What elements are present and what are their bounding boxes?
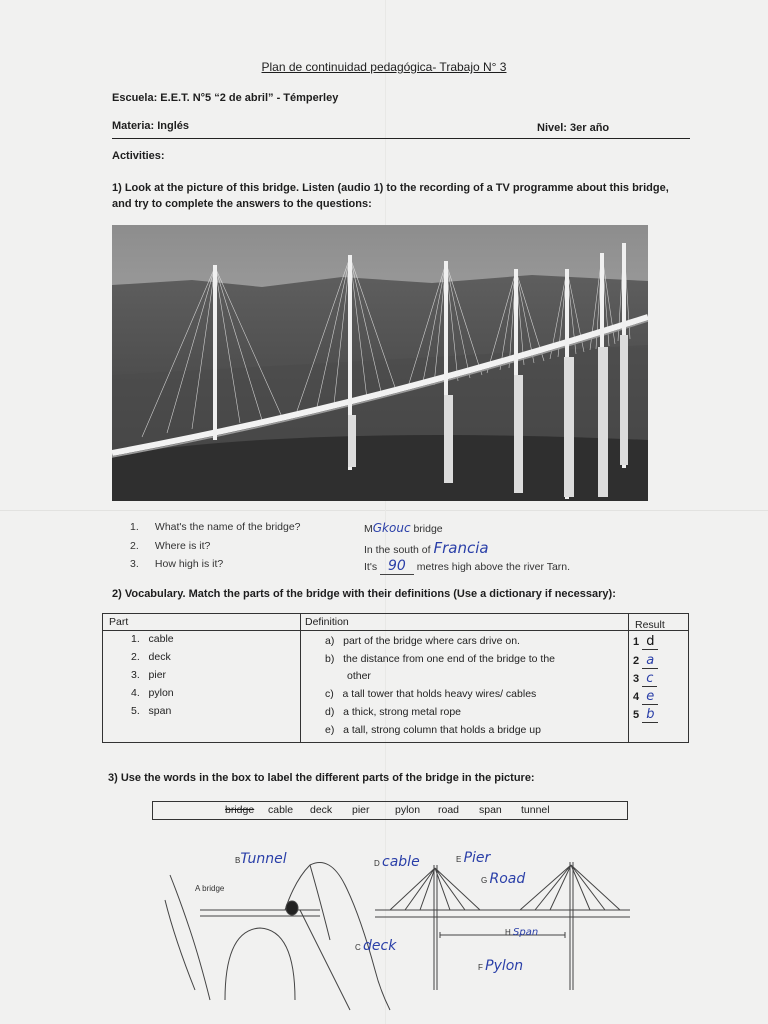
part-number: 2.: [131, 651, 140, 663]
result-row: [633, 671, 657, 686]
question3-instruction: 3) Use the words in the box to label the different parts of the bridge in the picture:: [108, 772, 535, 784]
definition-row: [347, 670, 371, 682]
header-part: Part: [109, 616, 129, 628]
part-name: span: [148, 705, 172, 717]
label-text: cable: [382, 854, 420, 870]
diagram-label-g: [481, 871, 525, 887]
definition-row: [325, 688, 536, 700]
answer-line: [364, 521, 443, 535]
result-number: 3: [633, 673, 640, 685]
word-item: pylon: [395, 804, 421, 816]
table-column-divider: [300, 614, 301, 742]
definition-text: the distance from one end of the bridge to the: [343, 653, 556, 665]
part-name: pier: [148, 669, 167, 681]
label-letter: F: [478, 963, 483, 972]
label-text: Span: [513, 927, 539, 938]
definition-text: other: [347, 670, 371, 682]
definition-text: part of the bridge where cars drive on.: [343, 635, 520, 647]
header-result: Result: [635, 619, 665, 631]
answer-prefix: In the south of: [364, 544, 434, 556]
label-text: bridge: [202, 884, 225, 893]
word-item: cable: [268, 804, 294, 816]
part-number: 4.: [131, 687, 140, 699]
answer-suffix: metres high above the river Tarn.: [413, 561, 571, 573]
part-number: 3.: [131, 669, 140, 681]
definition-text: a tall, strong column that holds a bridge up: [343, 724, 541, 736]
definition-row: [325, 706, 461, 718]
level-line: Nivel: 3er año: [537, 122, 610, 134]
bridge-photo: [112, 225, 648, 501]
result-number: 1: [633, 636, 640, 648]
question-text: What's the name of the bridge?: [154, 521, 301, 533]
diagram-label-a: [195, 884, 224, 893]
diagram-label-e: [456, 850, 490, 866]
word-item: tunnel: [521, 804, 550, 816]
handwritten-answer: 90: [380, 558, 414, 575]
definition-text: a thick, strong metal rope: [343, 706, 461, 718]
result-row: [633, 653, 658, 668]
word-item: deck: [310, 804, 333, 816]
question-item: [130, 540, 210, 552]
activities-label: Activities:: [112, 150, 165, 162]
school-line: Escuela: E.E.T. N°5 “2 de abril” - Témperley: [112, 92, 339, 104]
label-text: Tunnel: [240, 851, 287, 867]
definition-letter: b): [325, 653, 335, 665]
label-text: Pylon: [485, 958, 524, 974]
label-text: deck: [363, 938, 397, 954]
subject-line: Materia: Inglés: [112, 120, 190, 132]
word-item: road: [438, 804, 460, 816]
definition-row: [325, 635, 520, 647]
label-letter: D: [374, 859, 380, 868]
part-name: cable: [148, 633, 174, 645]
question-text: Where is it?: [154, 540, 211, 552]
part-row: [131, 669, 166, 681]
definition-letter: e): [325, 724, 335, 736]
label-letter: H: [505, 928, 511, 937]
result-answer: e: [642, 689, 658, 705]
diagram-label-c: [355, 938, 396, 954]
question1-instruction: 1) Look at the picture of this bridge. Listen (audio 1) to the recording of a TV programme about this bridge, and try to complete the answers to the questions:: [112, 182, 669, 210]
part-name: deck: [148, 651, 171, 663]
question-number: 3.: [130, 558, 139, 570]
definition-letter: d): [325, 706, 335, 718]
table-column-divider: [628, 614, 629, 742]
answer-prefix: It's: [364, 561, 381, 573]
answer-prefix: M: [364, 523, 373, 535]
definition-row: [325, 653, 555, 665]
part-name: pylon: [148, 687, 174, 699]
part-row: [131, 705, 171, 717]
header-definition: Definition: [305, 616, 349, 628]
vocabulary-table: [102, 613, 689, 743]
handwritten-answer: Francia: [433, 539, 489, 557]
word-item: span: [479, 804, 502, 816]
part-row: [131, 687, 174, 699]
question2-instruction: 2) Vocabulary. Match the parts of the bridge with their definitions (Use a dictionary if necessary):: [112, 588, 616, 600]
diagram-label-d: [374, 854, 420, 870]
result-answer: d: [642, 634, 658, 650]
question-number: 2.: [130, 540, 139, 552]
header-divider: [112, 138, 690, 139]
handwritten-answer: Gkouc: [372, 521, 411, 535]
question-number: 1.: [130, 521, 139, 533]
question-item: [130, 558, 223, 570]
word-box: [152, 801, 628, 820]
result-answer: c: [642, 671, 657, 687]
worksheet-title: Plan de continuidad pedagógica- Trabajo N° 3: [261, 60, 507, 74]
part-number: 5.: [131, 705, 140, 717]
question-text: How high is it?: [154, 558, 224, 570]
diagram-label-b: [235, 851, 287, 867]
part-row: [131, 651, 171, 663]
word-item: pier: [352, 804, 370, 816]
definition-letter: a): [325, 635, 335, 647]
answer-suffix: bridge: [410, 523, 443, 535]
label-letter: A: [195, 884, 200, 893]
result-answer: b: [642, 707, 658, 723]
paper-fold-horizontal: [0, 510, 768, 511]
definition-letter: c): [325, 688, 334, 700]
part-row: [131, 633, 174, 645]
diagram-label-h: [505, 927, 538, 938]
question-item: [130, 521, 301, 533]
diagram-label-f: [478, 958, 523, 974]
word-item: bridge: [225, 804, 255, 816]
result-number: 5: [633, 709, 640, 721]
result-answer: a: [642, 653, 658, 669]
result-number: 4: [633, 691, 640, 703]
result-number: 2: [633, 655, 640, 667]
label-letter: E: [456, 855, 462, 864]
result-row: [633, 634, 658, 649]
label-text: Road: [489, 871, 526, 887]
definition-row: [325, 724, 541, 736]
label-text: Pier: [463, 850, 491, 866]
definition-text: a tall tower that holds heavy wires/ cables: [342, 688, 537, 700]
result-row: [633, 689, 658, 704]
label-letter: G: [481, 876, 488, 885]
result-row: [633, 707, 658, 722]
answer-line: [364, 558, 570, 574]
label-letter: B: [235, 856, 241, 865]
table-header-divider: [103, 630, 688, 631]
part-number: 1.: [131, 633, 140, 645]
answer-line: [364, 539, 489, 557]
label-letter: C: [355, 943, 361, 952]
